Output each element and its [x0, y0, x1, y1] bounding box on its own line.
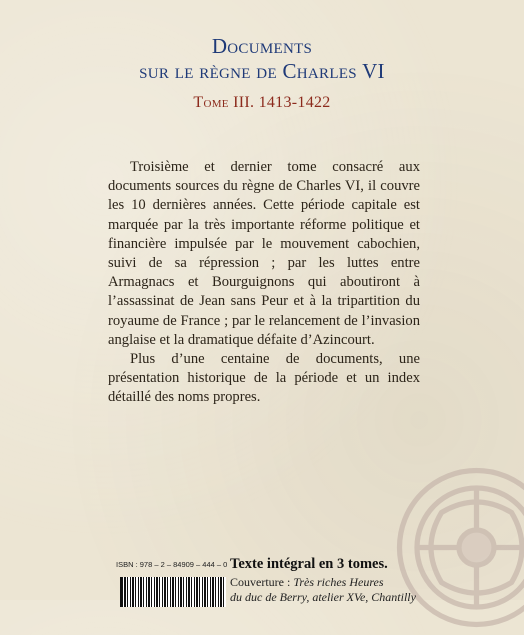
- cover-credit: [230, 575, 524, 590]
- decorative-ornament-icon: [389, 460, 524, 635]
- description-paragraph-2: Plus d’une centaine de documents, une présentation historique de la période et un index détaillé des noms propres.: [108, 350, 420, 408]
- cover-label: Couverture :: [230, 575, 293, 589]
- description-paragraph-1: Troisième et dernier tome consacré aux documents sources du règne de Charles VI, il couvre les 10 dernières années. Cette période capitale est marquée par la très importante réforme politique et financière impulsée par le mouvement cabochien, suivi de sa répression ; par les luttes entre Armagnacs et Bourguignons qui aboutiront à l’assassinat de Jean sans Peur et à la tripartition du royaume de France ; par le relancement de l’invasion anglaise et la dramatique défaite d’Azincourt.: [108, 158, 420, 350]
- cover-credit-cut: du duc de Berry, atelier XVe, Chantilly: [230, 590, 524, 605]
- promo: [230, 556, 524, 605]
- barcode: [120, 577, 226, 607]
- subtitle: Tome III. 1413-1422: [0, 94, 524, 112]
- title-line-2: sur le règne de Charles VI: [0, 59, 524, 84]
- promo-heading: Texte intégral en 3 tomes.: [230, 556, 524, 573]
- title-block: [0, 34, 524, 112]
- description: [108, 158, 420, 408]
- cover-title: Très riches Heures: [293, 575, 383, 589]
- title-line-1: Documents: [0, 34, 524, 59]
- isbn: ISBN : 978 – 2 – 84909 – 444 – 0: [116, 560, 227, 569]
